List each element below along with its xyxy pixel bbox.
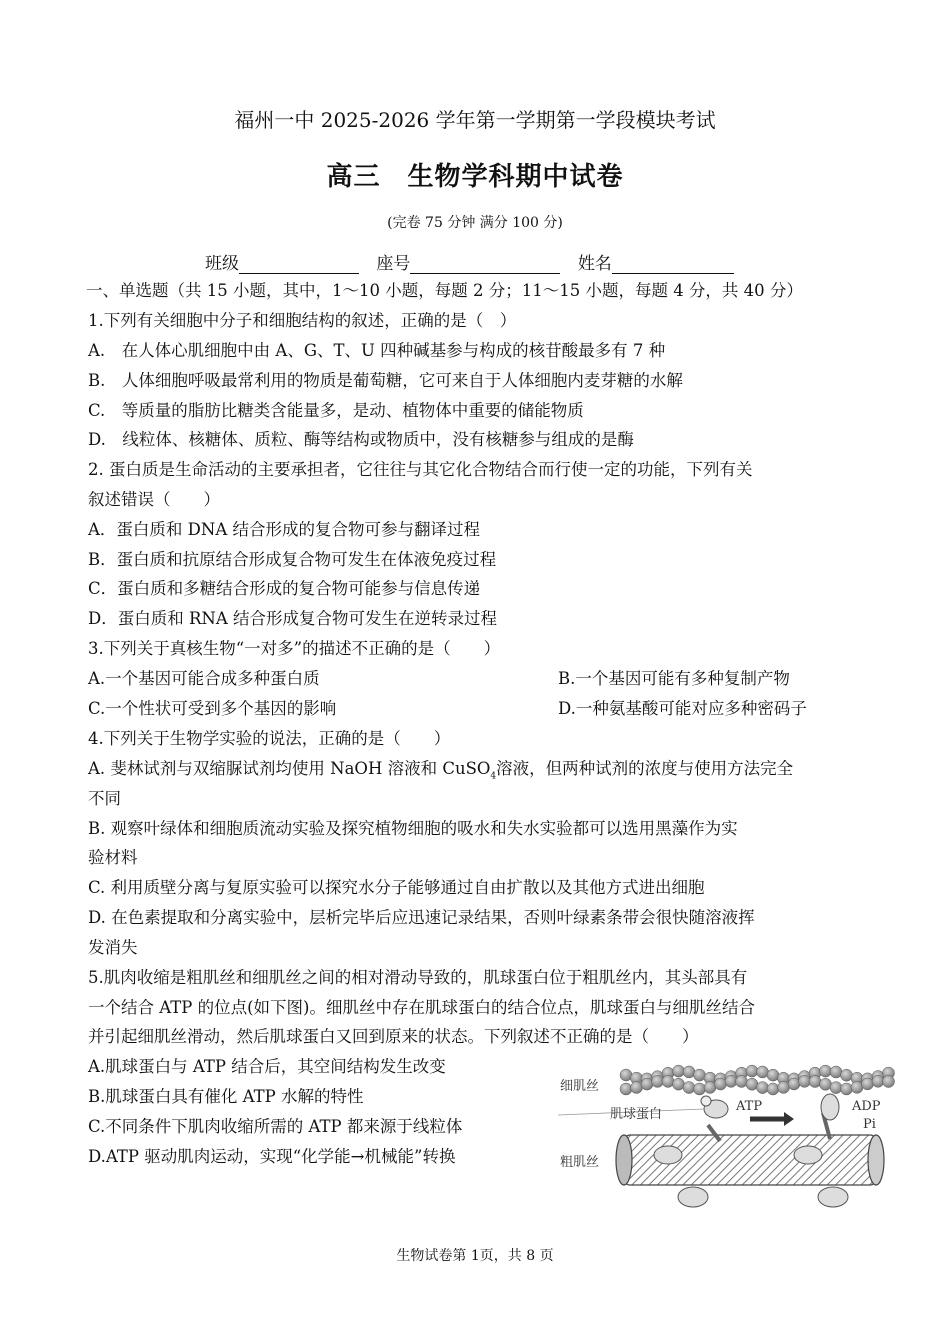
q5-option-b: B.肌球蛋白具有催化 ATP 水解的特性: [88, 1087, 364, 1106]
myosin-head-5: [678, 1187, 708, 1207]
q2-option-b: B．蛋白质和抗原结合形成复合物可发生在体液免疫过程: [88, 550, 497, 569]
q5-stem-line2: 一个结合 ATP 的位点(如下图)。细肌丝中存在肌球蛋白的结合位点，肌球蛋白与细肌丝结合: [88, 998, 755, 1017]
actin-bead: [641, 1078, 653, 1090]
q3-option-d: D.一种氨基酸可能对应多种密码子: [558, 699, 807, 718]
q2-stem-line2: 叙述错误（ ）: [88, 490, 220, 509]
actin-bead: [788, 1078, 800, 1090]
q4-a-text: A. 斐林试剂与双缩脲试剂均使用 NaOH 溶液和 CuSO: [88, 759, 491, 778]
name-blank[interactable]: [612, 255, 734, 274]
seat-blank[interactable]: [410, 255, 560, 274]
actin-bead: [767, 1083, 779, 1095]
actin-bead: [767, 1069, 779, 1081]
actin-bead: [778, 1081, 790, 1093]
label-atp: ATP: [736, 1099, 763, 1114]
q5-stem-line1: 5.肌肉收缩是粗肌丝和细肌丝之间的相对滑动导致的，肌球蛋白位于粗肌丝内，其头部具有: [88, 968, 748, 987]
q5-stem-line3: 并引起细肌丝滑动，然后肌球蛋白又回到原来的状态。下列叙述不正确的是（ ）: [88, 1027, 699, 1046]
q3-stem: 3.下列关于真核生物“一对多”的描述不正确的是（ ）: [88, 639, 501, 658]
q1-option-a: A. 在人体心肌细胞中由 A、G、T、U 四种碱基参与构成的核苷酸最多有 7 种: [88, 341, 666, 360]
actin-bead: [694, 1083, 706, 1095]
actin-bead: [683, 1066, 695, 1078]
actin-bead: [736, 1075, 748, 1087]
q5-option-c: C.不同条件下肌肉收缩所需的 ATP 都来源于线粒体: [88, 1117, 463, 1136]
q5-option-d: D.ATP 驱动肌肉运动，实现“化学能→机械能”转换: [88, 1147, 456, 1166]
seat-label: 座号: [376, 254, 411, 274]
actin-bead: [841, 1069, 853, 1081]
exam-title: 福州一中 2025-2026 学年第一学期第一学段模块考试: [234, 108, 716, 132]
q4-stem: 4.下列关于生物学实验的说法，正确的是（ ）: [88, 729, 451, 748]
actin-bead: [662, 1075, 674, 1087]
label-adp: ADP: [852, 1099, 881, 1114]
q4-a-subscript: 4: [490, 771, 497, 782]
actin-bead: [820, 1065, 832, 1077]
actin-bead: [841, 1083, 853, 1095]
actin-bead: [883, 1076, 895, 1088]
actin-bead: [757, 1066, 769, 1078]
actin-bead: [830, 1066, 842, 1078]
q2-option-c: C．蛋白质和多糖结合形成的复合物可能参与信息传递: [88, 579, 481, 598]
page-footer: 生物试卷第 1页，共 8 页: [396, 1248, 554, 1264]
actin-bead: [683, 1082, 695, 1094]
q4-option-b-line2: 验材料: [88, 848, 138, 867]
class-label: 班级: [205, 254, 239, 274]
myosin-head-6: [818, 1187, 848, 1207]
q3-option-a: A.一个基因可能合成多种蛋白质: [88, 669, 320, 688]
q1-option-c: C. 等质量的脂肪比糖类含能量多，是动、植物体中重要的储能物质: [88, 401, 584, 420]
actin-bead: [725, 1075, 737, 1087]
q3-option-c: C.一个性状可受到多个基因的影响: [88, 699, 337, 718]
name-label: 姓名: [577, 254, 612, 274]
student-info-fields: [205, 249, 746, 274]
q4-a-tail: 溶液，但两种试剂的浓度与使用方法完全: [496, 759, 794, 778]
actin-bead: [620, 1069, 632, 1081]
actin-bead: [757, 1082, 769, 1094]
time-info: (完卷 75 分钟 满分 100 分): [387, 215, 563, 231]
actin-bead: [809, 1075, 821, 1087]
exam-subtitle: 高三 生物学科期中试卷: [326, 162, 624, 192]
actin-bead: [652, 1075, 664, 1087]
actin-bead: [862, 1078, 874, 1090]
q4-option-c: C. 利用质壁分离与复原实验可以探究水分子能够通过自由扩散以及其他方式进出细胞: [88, 878, 705, 897]
q1-option-b: B. 人体细胞呼吸最常利用的物质是葡萄糖，它可来自于人体细胞内麦芽糖的水解: [88, 371, 683, 390]
myosin-head-1: [701, 1096, 728, 1141]
q3-option-b: B.一个基因可能有多种复制产物: [558, 669, 790, 688]
filament-diagram: [558, 1063, 898, 1213]
muscle-filament-figure: [558, 1063, 898, 1213]
actin-bead: [620, 1083, 632, 1095]
actin-bead: [851, 1081, 863, 1093]
label-thin-filament: 细肌丝: [560, 1079, 600, 1094]
myosin-head-2: [821, 1094, 839, 1139]
actin-bead: [872, 1075, 884, 1087]
q2-stem-line1: 2. 蛋白质是生命活动的主要承担者，它往往与其它化合物结合而行使一定的功能，下列有关: [88, 460, 753, 479]
myosin-head-4: [794, 1146, 822, 1164]
actin-bead: [746, 1065, 758, 1077]
actin-bead: [704, 1081, 716, 1093]
actin-bead: [820, 1078, 832, 1090]
myosin-head-3: [654, 1146, 682, 1164]
class-blank[interactable]: [239, 255, 359, 274]
actin-bead: [673, 1078, 685, 1090]
q1-option-d: D. 线粒体、核糖体、质粒、酶等结构或物质中，没有核糖参与组成的是酶: [88, 430, 634, 449]
q4-option-b-line1: B. 观察叶绿体和细胞质流动实验及探究植物细胞的吸水和失水实验都可以选用黑藻作为实: [88, 819, 738, 838]
actin-bead: [799, 1075, 811, 1087]
arrow-icon: [784, 1112, 794, 1126]
q5-option-a: A.肌球蛋白与 ATP 结合后，其空间结构发生改变: [88, 1057, 446, 1076]
actin-bead: [715, 1078, 727, 1090]
thin-filament: [620, 1065, 895, 1095]
label-thick-filament: 粗肌丝: [560, 1155, 600, 1170]
q2-option-a: A．蛋白质和 DNA 结合形成的复合物可参与翻译过程: [88, 520, 480, 539]
section-heading: 一、单选题（共 15 小题，其中，1～10 小题，每题 2 分；11～15 小题，每题 4 分，共 40 分）: [86, 281, 803, 300]
actin-bead: [673, 1065, 685, 1077]
actin-bead: [746, 1078, 758, 1090]
q4-option-a-line1: [88, 758, 793, 787]
actin-bead: [631, 1081, 643, 1093]
q4-option-d-line2: 发消失: [88, 938, 138, 957]
actin-bead: [694, 1069, 706, 1081]
actin-bead: [830, 1082, 842, 1094]
label-myosin: 肌球蛋白: [610, 1107, 663, 1122]
q4-option-d-line1: D. 在色素提取和分离实验中，层析完毕后应迅速记录结果，否则叶绿素条带会很快随溶液挥: [88, 908, 755, 927]
q4-option-a-line2: 不同: [88, 789, 121, 808]
label-pi: Pi: [863, 1117, 876, 1132]
q1-stem: 1.下列有关细胞中分子和细胞结构的叙述，正确的是（ ）: [88, 311, 517, 330]
q2-option-d: D．蛋白质和 RNA 结合形成复合物可发生在逆转录过程: [88, 609, 497, 628]
